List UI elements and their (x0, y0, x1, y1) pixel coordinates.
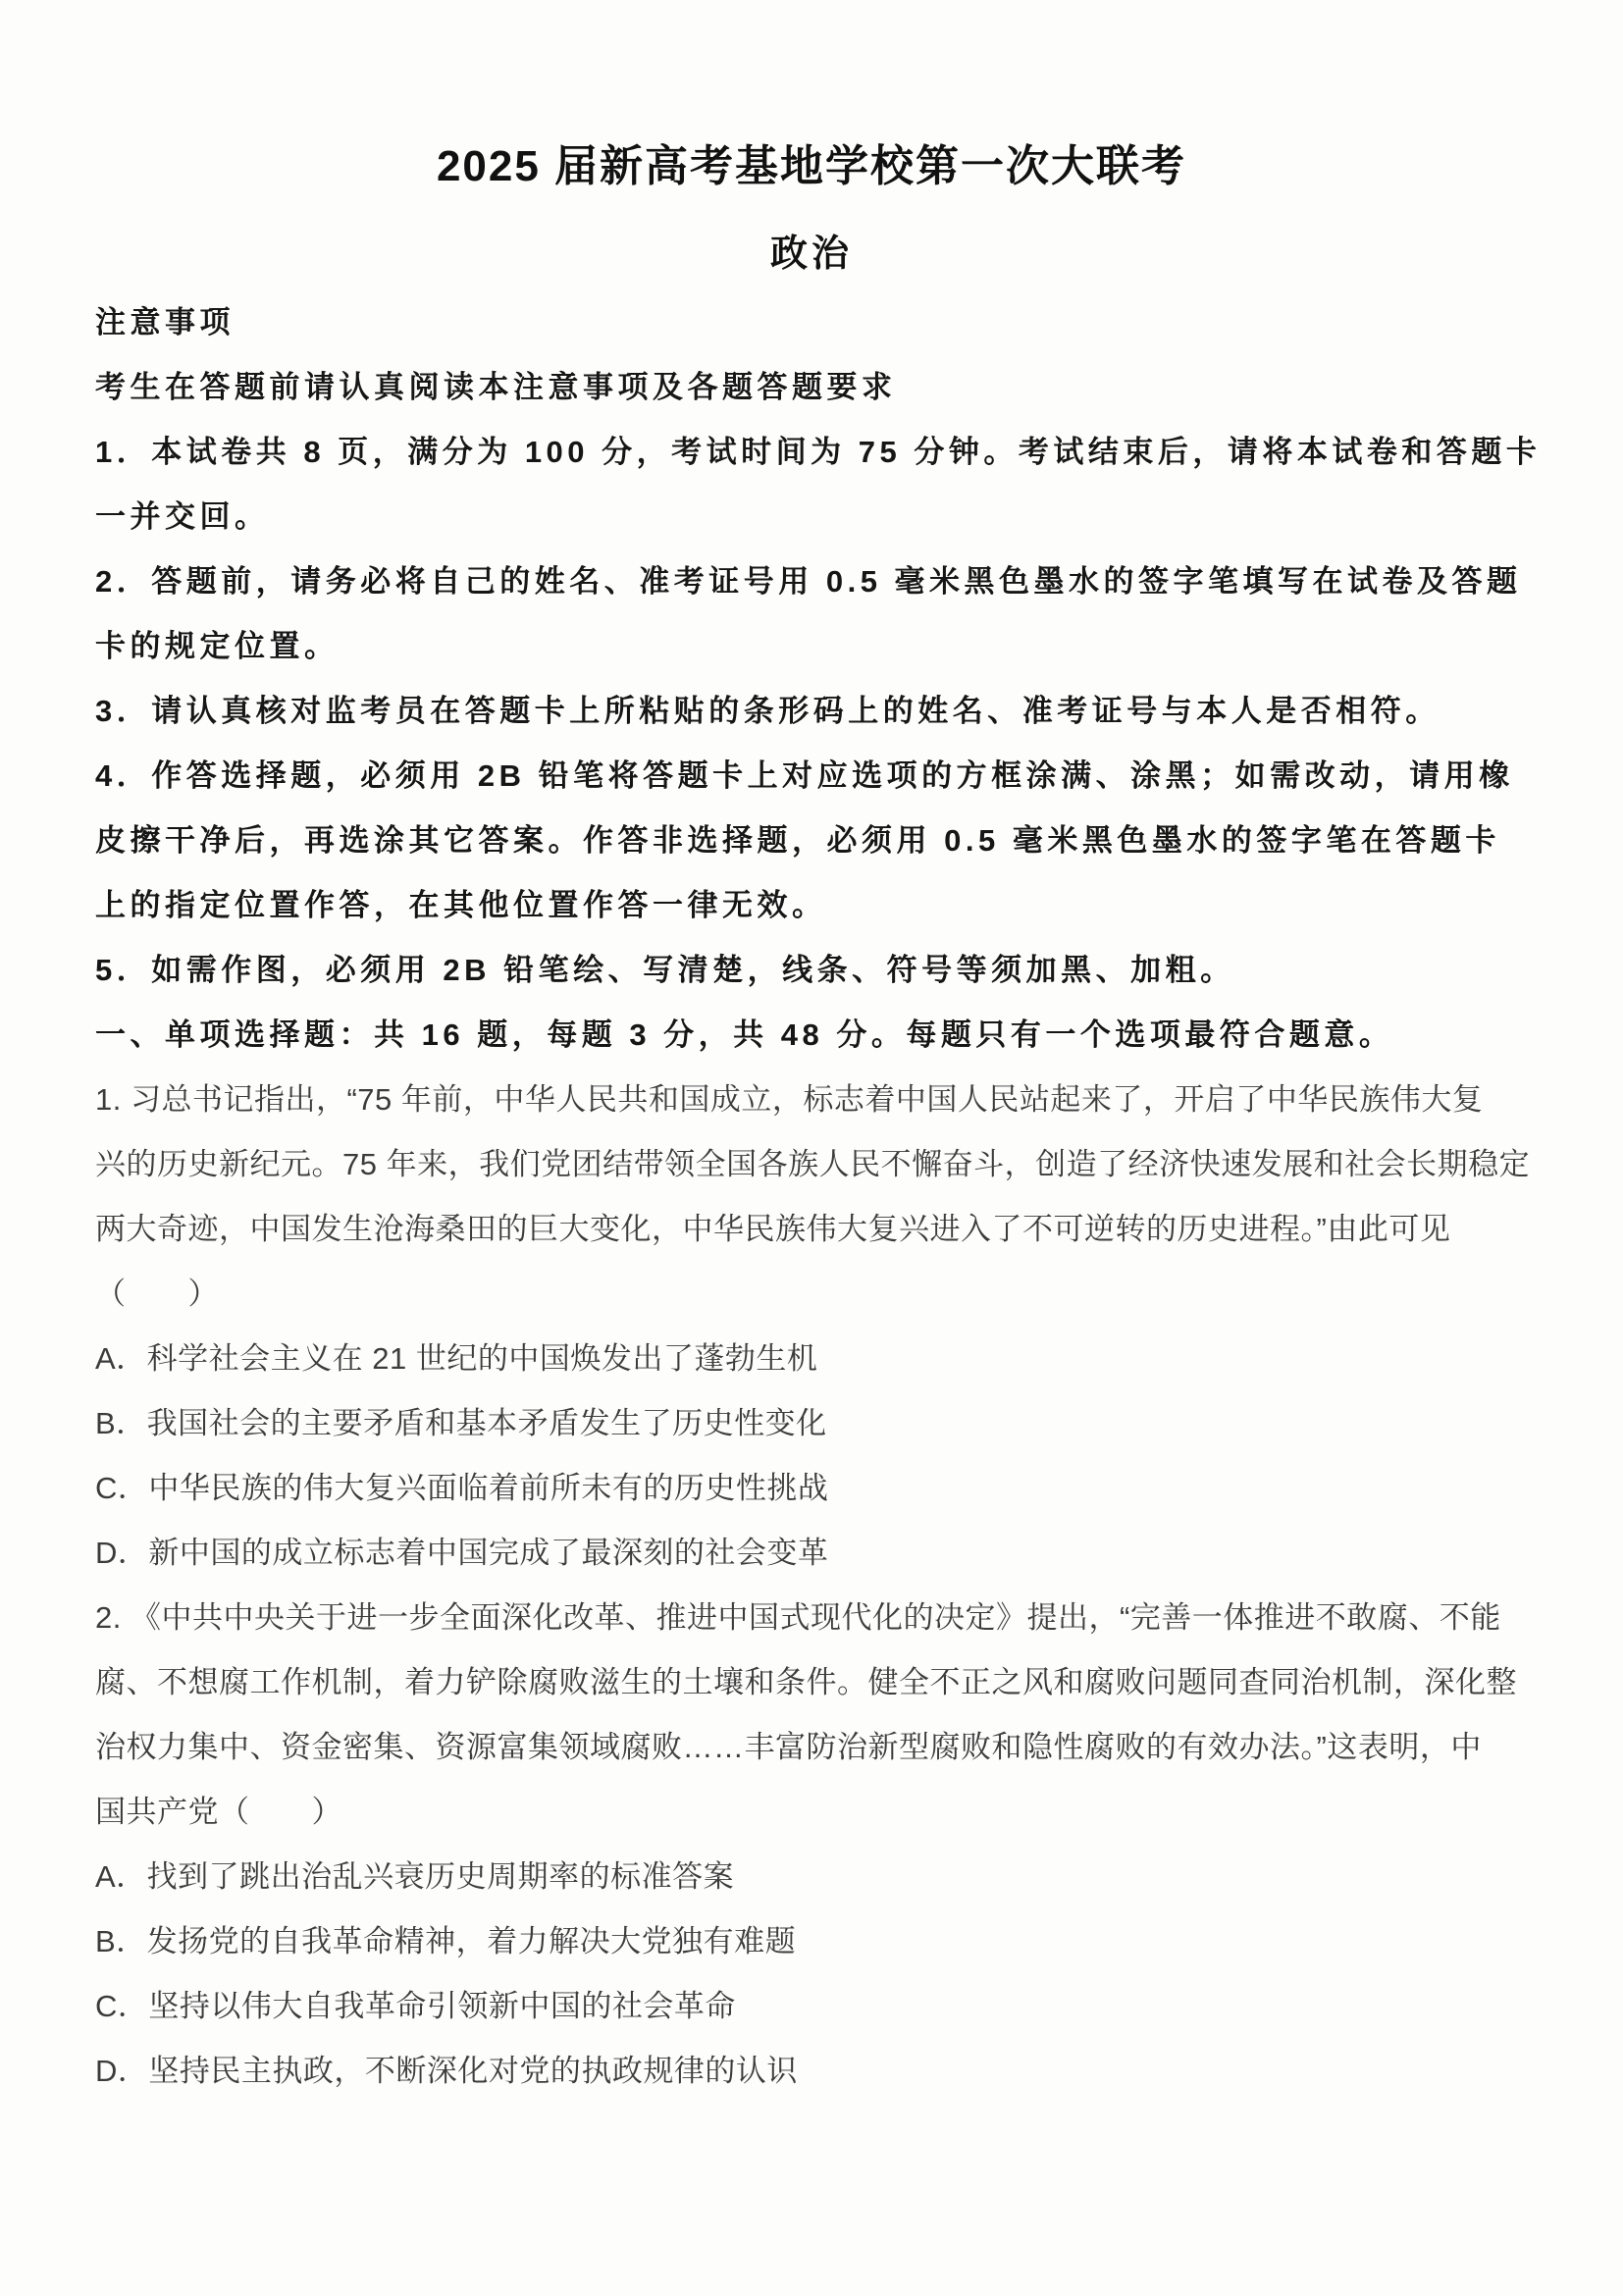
notice-intro: 考生在答题前请认真阅读本注意事项及各题答题要求 (95, 370, 897, 404)
question-1-option-b: B．我国社会的主要矛盾和基本矛盾发生了历史性变化 (95, 1406, 827, 1440)
notice-line-1-cont: 一并交回。 (95, 499, 270, 534)
question-1-option-c: C．中华民族的伟大复兴面临着前所未有的历史性挑战 (95, 1471, 829, 1505)
question-1-option-a: A．科学社会主义在 21 世纪的中国焕发出了蓬勃生机 (95, 1341, 818, 1376)
exam-title: 2025 届新高考基地学校第一次大联考 (436, 142, 1187, 190)
notice-heading: 注意事项 (95, 305, 235, 339)
choice-section (95, 1003, 1544, 1068)
question-2-stem-line-3: 治权力集中、资金密集、资源富集领域腐败……丰富防治新型腐败和隐性腐败的有效办法。”这表明，中 (95, 1730, 1482, 1764)
question-1-option-d: D．新中国的成立标志着中国完成了最深刻的社会变革 (95, 1536, 829, 1570)
notice-line-4-cont2: 上的指定位置作答，在其他位置作答一律无效。 (95, 888, 827, 922)
exam-header (0, 0, 1623, 276)
question-2-answer-blank: 国共产党（ ） (95, 1795, 342, 1829)
question-2-option-c: C．坚持以伟大自我革命引领新中国的社会革命 (95, 1989, 736, 2023)
notice-line-3: 3．请认真核对监考员在答题卡上所粘贴的条形码上的姓名、准考证号与本人是否相符。 (95, 694, 1440, 728)
question-2-stem-line-1: 2. 《中共中央关于进一步全面深化改革、推进中国式现代化的决定》提出，“完善一体推进不敢腐、不能 (95, 1600, 1501, 1635)
question-1-answer-blank: （ ） (95, 1277, 219, 1311)
notice-line-2-cont: 卡的规定位置。 (95, 629, 340, 663)
notice-line-4-cont: 皮擦干净后，再选涂其它答案。作答非选择题，必须用 0.5 毫米黑色墨水的签字笔在答题卡 (95, 823, 1500, 858)
section-heading: 一、单项选择题：共 16 题，每题 3 分，共 48 分。每题只有一个选项最符合题意。 (95, 1018, 1394, 1052)
notice-line-1: 1．本试卷共 8 页，满分为 100 分，考试时间为 75 分钟。考试结束后，请将本试卷和答题卡 (95, 435, 1542, 469)
exam-body (0, 276, 1623, 2104)
question-2 (95, 1586, 1544, 2104)
notice-line-4: 4．作答选择题，必须用 2B 铅笔将答题卡上对应选项的方框涂满、涂黑；如需改动，请用橡 (95, 758, 1514, 793)
exam-subject: 政治 (769, 234, 853, 275)
question-1 (95, 1068, 1544, 1586)
notice-line-2: 2．答题前，请务必将自己的姓名、准考证号用 0.5 毫米黑色墨水的签字笔填写在试卷及答题 (95, 564, 1522, 599)
notice-line-5: 5．如需作图，必须用 2B 铅笔绘、写清楚，线条、符号等须加黑、加粗。 (95, 953, 1235, 987)
question-1-stem-line-3: 两大奇迹，中国发生沧海桑田的巨大变化，中华民族伟大复兴进入了不可逆转的历史进程。”由此可见 (95, 1212, 1451, 1246)
question-2-option-b: B．发扬党的自我革命精神，着力解决大党独有难题 (95, 1924, 797, 1958)
question-2-option-d: D．坚持民主执政，不断深化对党的执政规律的认识 (95, 2054, 798, 2088)
notice-section (95, 290, 1544, 1003)
question-1-stem-line-1: 1. 习总书记指出，“75 年前，中华人民共和国成立，标志着中国人民站起来了，开启了中华民族伟大复 (95, 1082, 1484, 1117)
question-2-stem-line-2: 腐、不想腐工作机制，着力铲除腐败滋生的土壤和条件。健全不正之风和腐败问题同查同治机制，深化整 (95, 1665, 1517, 1699)
question-2-option-a: A．找到了跳出治乱兴衰历史周期率的标准答案 (95, 1859, 735, 1894)
question-1-stem-line-2: 兴的历史新纪元。75 年来，我们党团结带领全国各族人民不懈奋斗，创造了经济快速发展和社会长期稳定 (95, 1147, 1531, 1181)
